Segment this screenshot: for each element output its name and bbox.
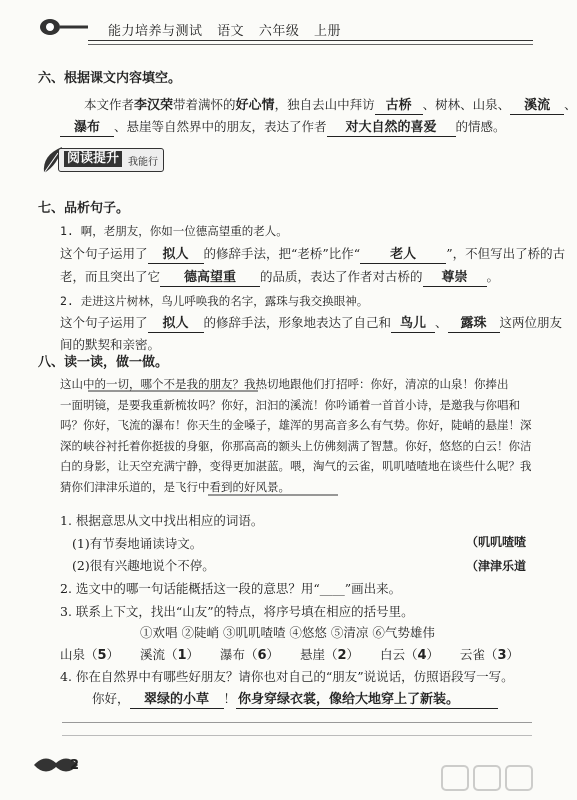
page-number: 2 [70, 758, 80, 773]
section7-sentence1: 1. 啊，老朋友，你如一位德高望重的老人。 [60, 224, 288, 238]
passage-line: 一面明镜，是要我重新梳妆吗？你好，汩汩的溪流！你吟诵着一首首小诗，是邀我与你唱和 [60, 397, 520, 412]
fill-compare[interactable]: 老人 [360, 247, 446, 264]
q1-text: 1. 根据意思从文中找出相应的词语。 [60, 513, 264, 528]
fill-bird[interactable]: 鸟儿 [391, 316, 435, 333]
header-badge-icon [36, 16, 88, 38]
banner-sub-label: 我能行 [128, 157, 158, 168]
section6-line2: 瀑布 、悬崖等自然界中的朋友，表达了作者 对大自然的喜爱 的情感。 [60, 118, 506, 137]
section7-title: 七、品析句子。 [38, 201, 130, 216]
section7-s1-answer-line1: 这个句子运用了 拟人 的修辞手法，把“老桥”比作“ 老人 ”，不但写出了桥的古 [60, 246, 566, 262]
header-book: 能力培养与测试 [108, 24, 203, 39]
header-subject: 语文 [217, 24, 245, 39]
header-rule [88, 40, 533, 41]
q1b-text: (2)很有兴趣地说个不停。 [72, 558, 215, 573]
match-item: 白云（4） [379, 647, 440, 663]
match-item: 悬崖（2） [299, 647, 360, 663]
match-answer[interactable]: 1 [177, 648, 187, 663]
fill-friend-speech[interactable]: 你身穿绿衣裳，像给大地穿上了新装。 [236, 692, 498, 709]
q2-text: 2. 选文中的哪一句话能概括这一段的意思？用“____”画出来。 [60, 581, 402, 596]
q1a-answer[interactable]: （叽叽喳喳 [466, 535, 527, 549]
reading-banner [40, 143, 165, 179]
section6-title: 六、根据课文内容填空。 [38, 71, 182, 86]
match-item: 溪流（1） [139, 647, 200, 663]
header-title [108, 20, 351, 39]
page-header [28, 10, 533, 50]
fill-friend[interactable]: 翠绿的小草 [130, 692, 224, 709]
header-grade: 六年级 [258, 24, 300, 39]
q1a-text: (1)有节奏地诵读诗文。 [72, 536, 203, 551]
section7-s1-answer-line2: 老，而且突出了它 德高望重 的品质，表达了作者对古桥的 尊崇 。 [60, 269, 500, 285]
match-item: 瀑布（6） [219, 647, 280, 663]
passage-line: 深的峡谷衬托着你挺拔的身躯，你那高高的额头上仿佛刻满了智慧。你好，悠悠的白云！你洁 [60, 438, 532, 453]
q3-matches [60, 646, 536, 665]
fill-rhetoric-2[interactable]: 拟人 [148, 316, 204, 333]
passage-line: 白的身影，让天空充满宁静，变得更加湛蓝。喂，淘气的云雀，叽叽喳喳地在谈些什么呢？我 [60, 459, 532, 473]
match-item: 山泉（5） [60, 647, 120, 663]
passage-line: 猜你们津津乐道的，是飞行中看到的好风景。 [60, 479, 290, 494]
section7-s2-answer-line2: 间的默契和亲密。 [60, 337, 161, 352]
match-answer[interactable]: 5 [97, 648, 107, 663]
q4-text: 4. 你在自然界中有哪些好朋友？请你也对自己的“朋友”说说话，仿照语段写一写。 [60, 669, 514, 684]
q1b-answer[interactable]: （津津乐道 [466, 559, 527, 573]
q4-answer: 你好， 翠绿的小草 ！ 你身穿绿衣裳，像给大地穿上了新装。 [92, 690, 498, 709]
match-item: 云雀（3） [459, 647, 519, 663]
q3-options: ①欢唱 ②陡峭 ③叽叽喳喳 ④悠悠 ⑤清凉 ⑥气势雄伟 [140, 625, 435, 640]
match-answer[interactable]: 4 [417, 648, 427, 663]
section6-line1: 本文作者李汉荣带着满怀的好心情，独自去山中拜访 古桥 、树林、山泉、 溪流 、 [84, 97, 577, 113]
answer-rule [62, 735, 532, 736]
passage-underlines [88, 389, 528, 497]
header-volume: 上册 [313, 24, 341, 39]
fill-dew[interactable]: 露珠 [448, 316, 500, 333]
fill-mood: 好心情 [235, 98, 275, 113]
section7-sentence2: 2. 走进这片树林，鸟儿呼唤我的名字，露珠与我交换眼神。 [60, 294, 369, 308]
fill-stream[interactable]: 溪流 [510, 98, 564, 115]
fill-author: 李汉荣 [134, 98, 174, 113]
banner-main-label: 阅读提升 [64, 151, 122, 167]
match-answer[interactable]: 3 [497, 648, 507, 663]
section7-s2-answer-line1: 这个句子运用了 拟人 的修辞手法，形象地表达了自己和 鸟儿 、 露珠 这两位朋友 [60, 315, 563, 331]
q3-text: 3. 联系上下文，找出“山友”的特点，将序号填在相应的括号里。 [60, 604, 414, 619]
fill-respect[interactable]: 尊崇 [423, 270, 487, 287]
match-answer[interactable]: 2 [337, 648, 347, 663]
answer-rule [62, 722, 532, 723]
fill-emotion[interactable]: 对大自然的喜爱 [327, 120, 456, 137]
section8-title: 八、读一读，做一做。 [38, 355, 169, 370]
fill-bridge[interactable]: 古桥 [375, 98, 423, 115]
match-answer[interactable]: 6 [257, 648, 267, 663]
fill-quality[interactable]: 德高望重 [160, 270, 260, 287]
passage-line: 吗？你好，飞流的瀑布！你天生的金嗓子，雄浑的男高音多么有气势。你好，陡峭的悬崖！深 [60, 418, 532, 432]
header-rule-thin [88, 44, 533, 45]
fill-waterfall[interactable]: 瀑布 [60, 120, 114, 137]
fill-rhetoric-1[interactable]: 拟人 [148, 247, 204, 264]
watermark-stamp-icon [440, 762, 535, 794]
passage-line: 这山中的一切，哪个不是我的朋友？我热切地跟他们打招呼：你好，清凉的山泉！你捧出 [60, 377, 509, 391]
